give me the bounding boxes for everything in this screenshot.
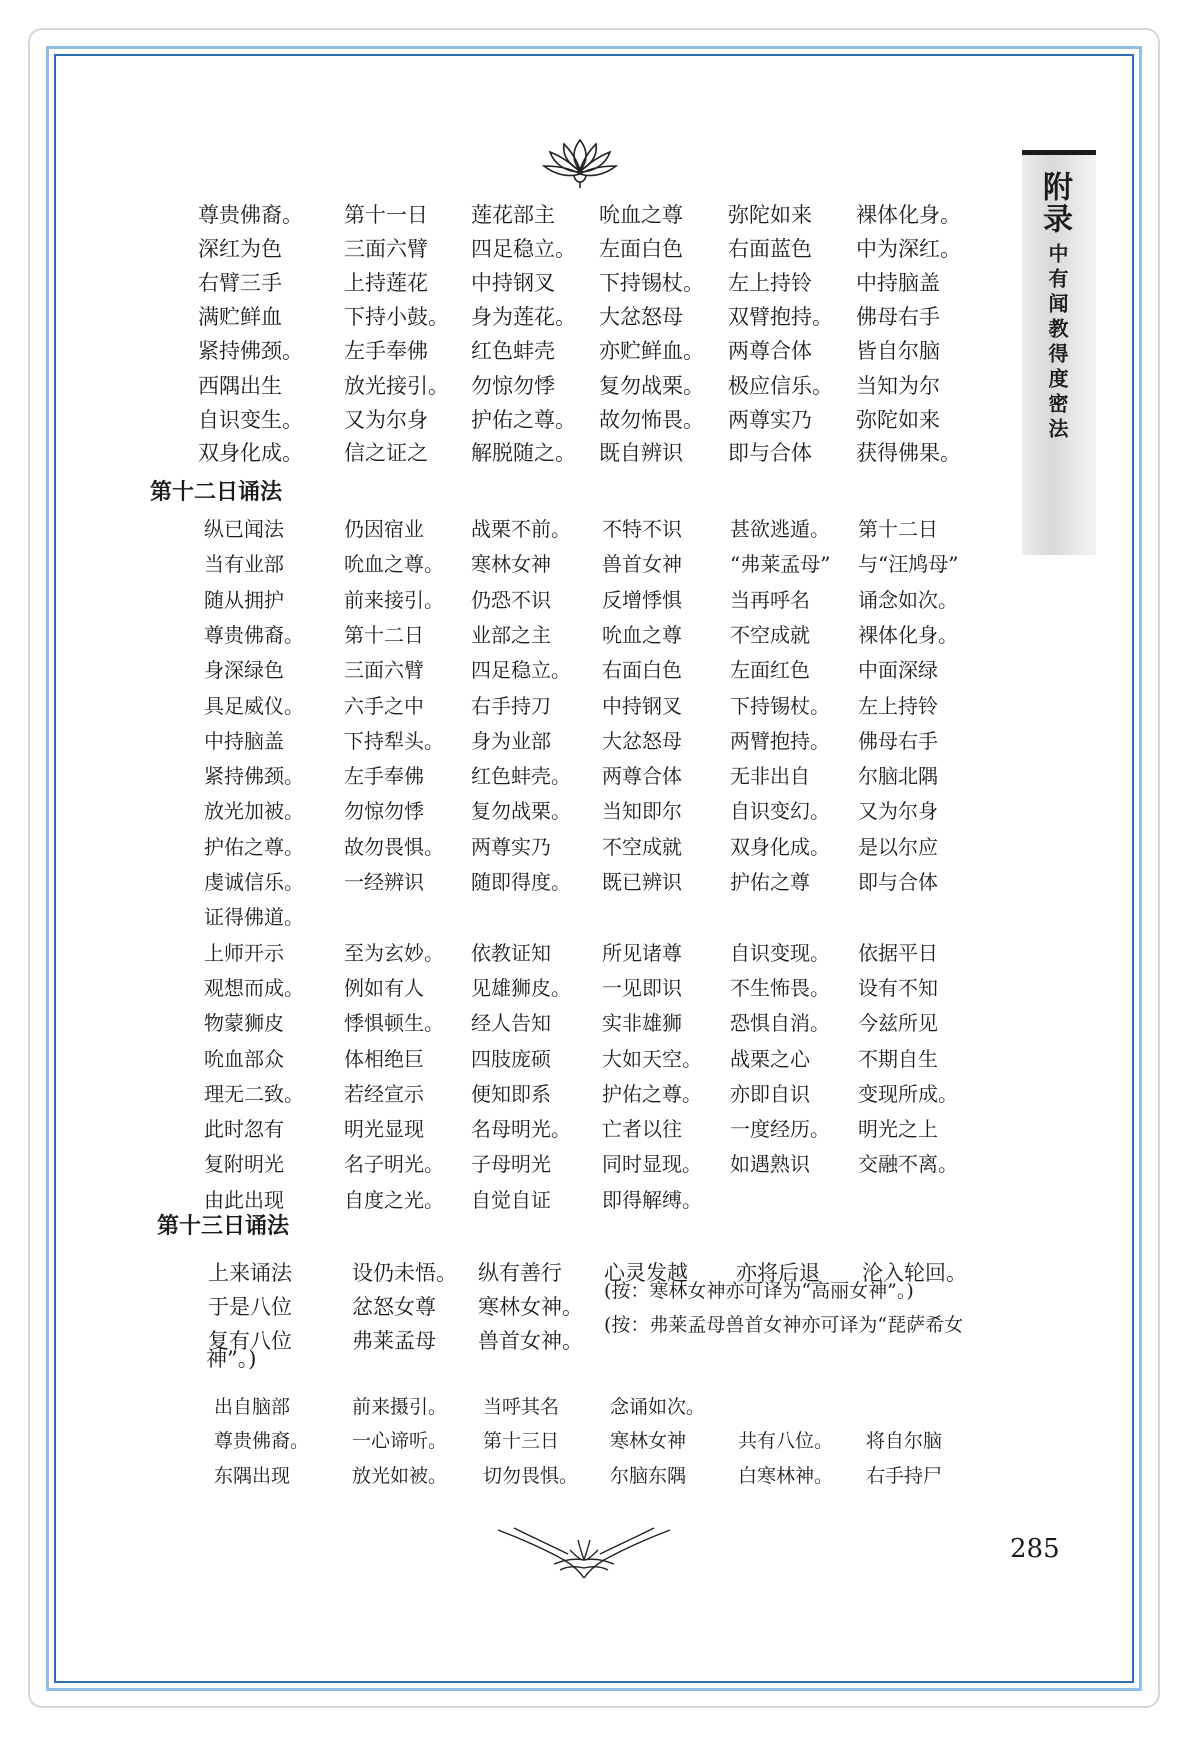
verse-cell: 见雄狮皮。 [471,976,571,1000]
verse-cell: 自觉自证 [471,1188,551,1212]
verse-cell: 白寒林神。 [738,1465,834,1487]
verse-cell: 当有业部 [204,552,284,576]
verse-cell: 随即得度。 [471,870,571,894]
verse-cell: 虔诚信乐。 [204,870,304,894]
verse-cell: 亡者以往 [602,1117,682,1141]
verse-cell: 大如天空。 [602,1047,702,1071]
verse-row [0,936,1188,970]
verse-row [0,198,1188,232]
verse-cell: 名子明光。 [344,1152,444,1176]
verse-row [0,334,1188,368]
verse-cell: 反增悸惧 [602,588,682,612]
verse-cell: 左手奉佛 [344,339,428,363]
verse-cell: 皆自尔脑 [856,339,940,363]
verse-cell: 甚欲逃遁。 [730,517,830,541]
verse-cell: 前来摄引。 [352,1396,448,1418]
verse-cell: 纵已闻法 [204,517,284,541]
verse-cell: 交融不离。 [858,1152,958,1176]
verse-cell: 东隅出现 [214,1465,291,1487]
verse-cell: 寒林女神。 [478,1295,583,1319]
verse-cell: 仍因宿业 [344,517,424,541]
verse-cell: 故勿畏惧。 [344,835,444,859]
verse-row [0,232,1188,266]
verse-cell: 念诵如次。 [610,1396,706,1418]
verse-cell: 两臂抱持。 [730,729,830,753]
verse-cell: 解脱随之。 [471,441,576,465]
verse-cell: 下持锡杖。 [599,271,704,295]
verse-cell: 弥陀如来 [728,203,812,227]
verse-cell: 明光显现 [344,1117,424,1141]
verse-cell: 是以尔应 [858,835,938,859]
verse-row [0,1290,1188,1324]
verse-row [0,436,1188,470]
verse-cell: 护佑之尊 [730,870,810,894]
verse-cell: 红色蚌壳。 [471,764,571,788]
verse-cell: 两尊实乃 [471,835,551,859]
verse-cell: 极应信乐。 [728,374,833,398]
verse-row [0,1390,1188,1424]
verse-cell: 右手持尸 [866,1465,943,1487]
verse-row [0,1256,1188,1290]
verse-cell: 第十二日 [858,517,938,541]
verse-cell: 下持小鼓。 [344,305,449,329]
verse-cell: 战栗不前。 [471,517,571,541]
verse-row [0,1147,1188,1181]
verse-cell: “弗莱孟母” [730,552,831,576]
verse-row [0,512,1188,546]
verse-cell: 中持脑盖 [204,729,284,753]
verse-row [0,759,1188,793]
verse-cell: 三面六臂 [344,658,424,682]
verse-cell: 又为尔身 [344,408,428,432]
verse-cell: 左面红色 [730,658,810,682]
verse-cell: 尊贵佛裔。 [198,203,303,227]
verse-cell: 今兹所见 [858,1011,938,1035]
verse-cell: 纵有善行 [478,1261,562,1285]
verse-cell: 两尊实乃 [728,408,812,432]
verse-cell: 依据平日 [858,941,938,965]
verse-row [0,653,1188,687]
verse-cell: 即与合体 [858,870,938,894]
verse-cell: 于是八位 [208,1295,292,1319]
verse-row [0,547,1188,581]
verse-cell: 故勿怖畏。 [599,408,704,432]
verse-cell: 物蒙狮皮 [204,1011,284,1035]
verse-cell: 上师开示 [204,941,284,965]
verse-cell: 当知即尔 [602,799,682,823]
verse-row [0,1112,1188,1146]
verse-cell: 一度经历。 [730,1117,830,1141]
verse-row [0,689,1188,723]
verse-cell: 双身化成。 [730,835,830,859]
verse-row [0,1006,1188,1040]
verse-cell: 自识变现。 [730,941,830,965]
verse-cell: 既已辨识 [602,870,682,894]
verse-cell: 同时显现。 [602,1152,702,1176]
verse-cell: 一见即识 [602,976,682,1000]
verse-cell: 依教证知 [471,941,551,965]
verse-cell: 既自辨识 [599,441,683,465]
verse-cell: 吮血之尊 [602,623,682,647]
verse-row [0,1077,1188,1111]
verse-cell: 实非雄狮 [602,1011,682,1035]
verse-cell: 第十一日 [344,203,428,227]
verse-cell: 又为尔身 [858,799,938,823]
verse-cell: 寒林女神 [471,552,551,576]
verse-cell: 经人告知 [471,1011,551,1035]
verse-cell: 中持钢叉 [471,271,555,295]
verse-cell: 护佑之尊。 [471,408,576,432]
note-continuation: 神”。) [206,1347,257,1371]
verse-cell: 获得佛果。 [856,441,961,465]
verse-cell: 当知为尔 [856,374,940,398]
verse-cell: 尊贵佛裔。 [214,1430,310,1452]
verse-cell: 下持锡杖。 [730,694,830,718]
praying-hands-ornament-icon [494,1520,674,1582]
translator-note-2: (按：弗莱孟母兽首女神亦可译为“琵萨希女 [604,1314,964,1336]
verse-cell: 双身化成。 [198,441,303,465]
verse-cell: 信之证之 [344,441,428,465]
verse-row [0,1042,1188,1076]
verse-cell: 吮血之尊。 [344,552,444,576]
verse-cell: 前来接引。 [344,588,444,612]
verse-cell: 左上持铃 [728,271,812,295]
page-number: 285 [1010,1534,1060,1564]
verse-cell: 由此出现 [204,1188,284,1212]
verse-cell: 名母明光。 [471,1117,571,1141]
verse-cell: 与“汪鸠母” [858,552,959,576]
verse-cell: 体相绝巨 [344,1047,424,1071]
verse-cell: 不空成就 [730,623,810,647]
verse-cell: 莲花部主 [471,203,555,227]
verse-cell: 即得解缚。 [602,1188,702,1212]
verse-row [0,971,1188,1005]
verse-cell: 观想而成。 [204,976,304,1000]
appendix-mark: 附录 [1037,171,1072,235]
verse-cell: 便知即系 [471,1082,551,1106]
verse-cell: 此时忽有 [204,1117,284,1141]
verse-cell: 不空成就 [602,835,682,859]
verse-cell: 出自脑部 [214,1396,291,1418]
chapter-title: 中有闻教得度密法 [1045,243,1069,443]
verse-cell: 当再呼名 [730,588,810,612]
verse-cell: 中为深红。 [856,237,961,261]
verse-cell: 战栗之心 [730,1047,810,1071]
verse-cell: 兽首女神 [602,552,682,576]
verse-cell: 满贮鲜血 [198,305,282,329]
verse-cell: 自识变生。 [198,408,303,432]
verse-cell: 弥陀如来 [856,408,940,432]
heading-13th-day: 第十三日诵法 [157,1213,290,1239]
verse-cell: 两尊合体 [728,339,812,363]
verse-cell: 上来诵法 [208,1261,292,1285]
verse-cell: 复勿战栗。 [599,374,704,398]
verse-cell: 吮血部众 [204,1047,284,1071]
verse-cell: 勿惊勿悸 [344,799,424,823]
verse-cell: 中持脑盖 [856,271,940,295]
note-continuation-row [0,1342,1188,1376]
verse-cell: 即与合体 [728,441,812,465]
verse-row [0,369,1188,403]
verse-cell: 第十三日 [483,1430,560,1452]
verse-row [0,794,1188,828]
verse-cell: 复有八位 [208,1329,292,1353]
verse-cell: 下持犁头。 [344,729,444,753]
verse-cell: 切勿畏惧。 [483,1465,579,1487]
verse-cell: 具足威仪。 [204,694,304,718]
verse-cell: 子母明光 [471,1152,551,1176]
verse-cell: 变现所成。 [858,1082,958,1106]
verse-cell: 不特不识 [602,517,682,541]
verse-cell: 佛母右手 [858,729,938,753]
verse-cell: 明光之上 [858,1117,938,1141]
verse-cell: 至为玄妙。 [344,941,444,965]
verse-cell: 随从拥护 [204,588,284,612]
verse-cell: 佛母右手 [856,305,940,329]
verse-cell: 身深绿色 [204,658,284,682]
verse-cell: 两尊合体 [602,764,682,788]
verse-row [0,266,1188,300]
verse-cell: 复勿战栗。 [471,799,571,823]
verse-cell: 勿惊勿悸 [471,374,555,398]
verse-cell: 复附明光 [204,1152,284,1176]
verse-cell: 证得佛道。 [204,905,304,929]
verse-cell: 寒林女神 [610,1430,687,1452]
verse-cell: 大忿怒母 [602,729,682,753]
verse-cell: 身为业部 [471,729,551,753]
verse-cell: 大忿怒母 [599,305,683,329]
verse-cell: 悸惧顿生。 [344,1011,444,1035]
verse-cell: 吮血之尊 [599,203,683,227]
verse-cell: 尔脑东隅 [610,1465,687,1487]
verse-cell: 裸体化身。 [858,623,958,647]
verse-row [0,830,1188,864]
verse-cell: 尊贵佛裔。 [204,623,304,647]
verse-cell: 右手持刀 [471,694,551,718]
verse-cell: 业部之主 [471,623,551,647]
verse-cell: 忿怒女尊 [352,1295,436,1319]
verse-cell: 沦入轮回。 [862,1261,967,1285]
translator-note-1: (按：寒林女神亦可译为“高丽女神”。) [604,1280,914,1302]
verse-cell: 无非出自 [730,764,810,788]
verse-cell: 右面白色 [602,658,682,682]
verse-cell: 不生怖畏。 [730,976,830,1000]
verse-row [0,865,1188,899]
heading-12th-day: 第十二日诵法 [150,479,283,505]
verse-cell: 若经宣示 [344,1082,424,1106]
verse-cell: 自度之光。 [344,1188,444,1212]
verse-cell: 当呼其名 [483,1396,560,1418]
verse-cell: 西隅出生 [198,374,282,398]
verse-cell: 放光加被。 [204,799,304,823]
verse-cell: 共有八位。 [738,1430,834,1452]
verse-cell: 四肢庞硕 [471,1047,551,1071]
verse-cell: 仍恐不识 [471,588,551,612]
verse-cell: 三面六臂 [344,237,428,261]
verse-cell: 兽首女神。 [478,1329,583,1353]
verse-cell: 例如有人 [344,976,424,1000]
verse-row [0,300,1188,334]
verse-cell: 中面深绿 [858,658,938,682]
verse-cell: 裸体化身。 [856,203,961,227]
verse-cell: 自识变幻。 [730,799,830,823]
verse-row [0,1424,1188,1458]
verse-cell: 弗莱孟母 [352,1329,436,1353]
verse-cell: 尔脑北隅 [858,764,938,788]
verse-cell: 四足稳立。 [471,658,571,682]
verse-row [0,583,1188,617]
verse-cell: 紧持佛颈。 [198,339,303,363]
verse-cell: 诵念如次。 [858,588,958,612]
verse-cell: 第十二日 [344,623,424,647]
verse-cell: 设有不知 [858,976,938,1000]
verse-row [0,618,1188,652]
verse-cell: 左面白色 [599,237,683,261]
verse-row [0,724,1188,758]
verse-cell: 中持钢叉 [602,694,682,718]
verse-cell: 左手奉佛 [344,764,424,788]
verse-cell: 不期自生 [858,1047,938,1071]
verse-cell: 亦贮鲜血。 [599,339,704,363]
verse-cell: 四足稳立。 [471,237,576,261]
verse-cell: 放光接引。 [344,374,449,398]
verse-cell: 护佑之尊。 [602,1082,702,1106]
verse-cell: 放光如被。 [352,1465,448,1487]
verse-cell: 护佑之尊。 [204,835,304,859]
verse-cell: 左上持铃 [858,694,938,718]
verse-cell: 亦即自识 [730,1082,810,1106]
verse-cell: 右臂三手 [198,271,282,295]
verse-cell: 右面蓝色 [728,237,812,261]
verse-cell: 恐惧自消。 [730,1011,830,1035]
verse-cell: 理无二致。 [204,1082,304,1106]
verse-cell: 六手之中 [344,694,424,718]
verse-cell: 一经辨识 [344,870,424,894]
verse-cell: 设仍未悟。 [352,1261,457,1285]
verse-cell: 如遇熟识 [730,1152,810,1176]
verse-row [0,1459,1188,1493]
verse-row [0,900,1188,934]
verse-cell: 身为莲花。 [471,305,576,329]
verse-cell: 一心谛听。 [352,1430,448,1452]
verse-cell: 双臂抱持。 [728,305,833,329]
verse-cell: 深红为色 [198,237,282,261]
verse-cell: 红色蚌壳 [471,339,555,363]
verse-cell: 心灵发越 [604,1261,688,1285]
verse-row [0,403,1188,437]
verse-cell: 上持莲花 [344,271,428,295]
verse-cell: 将自尔脑 [866,1430,943,1452]
verse-cell: 所见诸尊 [602,941,682,965]
verse-cell: 亦将后退 [736,1261,820,1285]
verse-cell: 紧持佛颈。 [204,764,304,788]
